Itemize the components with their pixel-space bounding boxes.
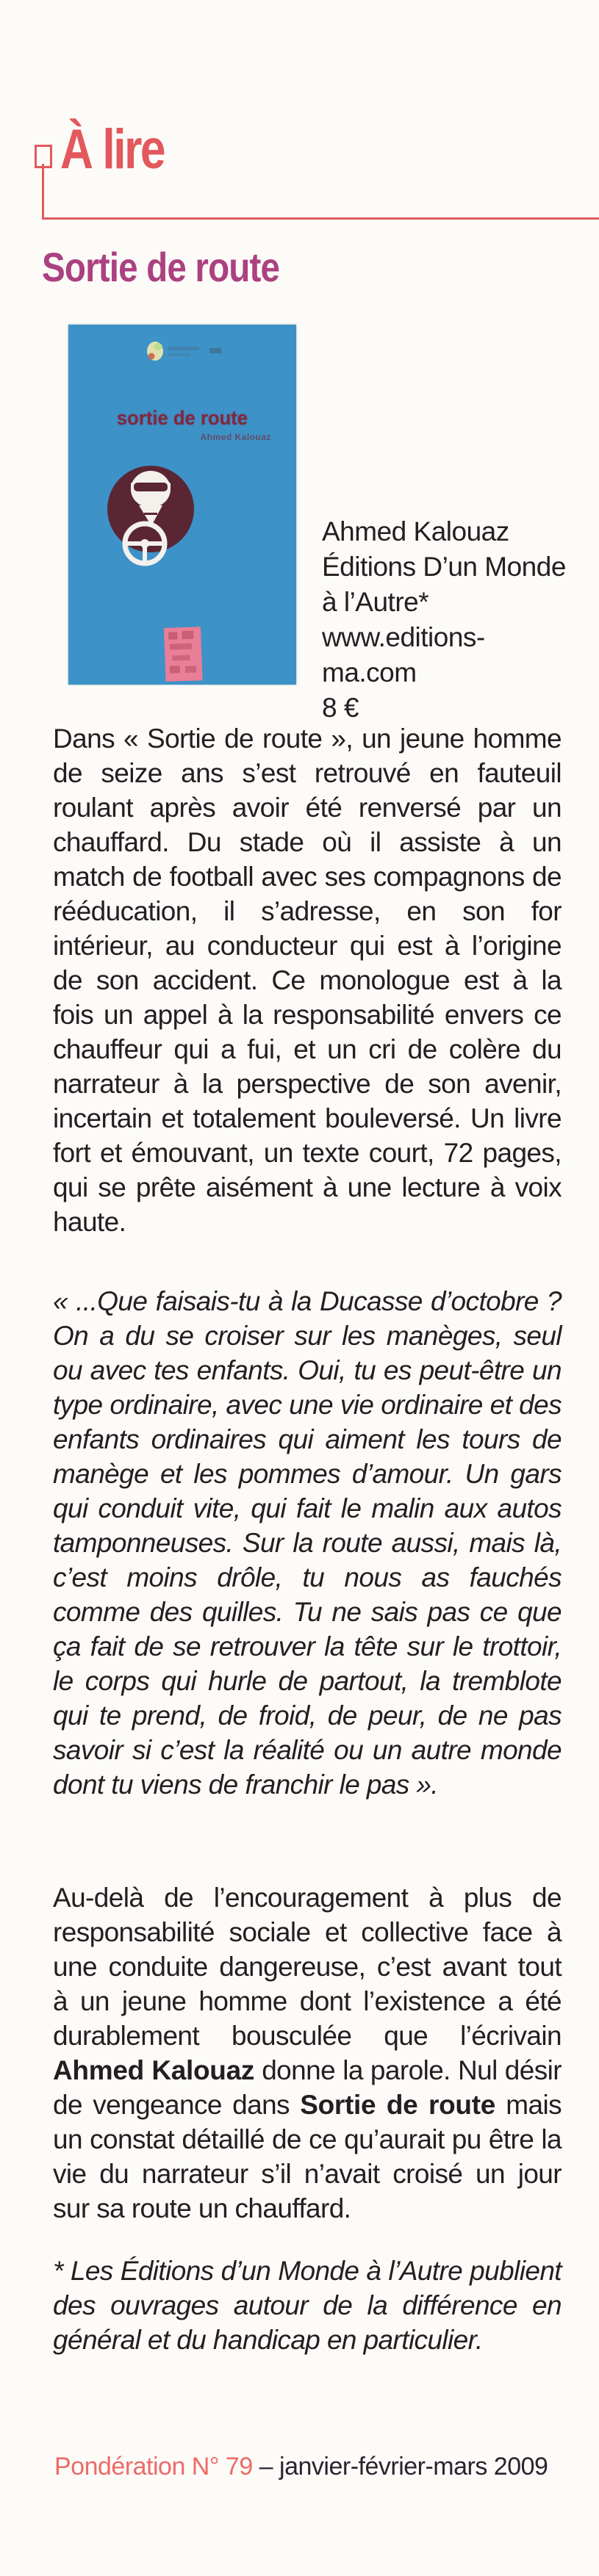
- paragraph-text: Au-delà de l’encouragement à plus de responsabilité sociale et collective face à une conduite dangereuse, c’est avant tout à un jeune homme dont l’existence a été durablement bousculée que l’écrivain: [53, 1883, 562, 2051]
- article-quote: « ...Que faisais-tu à la Ducasse d’octobre ? On a du se croiser sur les manèges, seul ou avec tes enfants. Oui, tu es peut-être un type ordinaire, avec une vie ordinaire et des enfants ordinaires qui aiment les tours de manège et les pommes d’amour. Un gars qui conduit vite, qui fait le malin aux autos tamponneuses. Sur la route aussi, mais là, c’est moins drôle, tu nous as fauchés comme des quilles. Tu ne sais pas ce que ça fait de se retrouver la tête sur le trottoir, le corps qui hurle de partout, la tremblote qui te prend, de froid, de peur, de ne pas savoir si c’est la réalité ou un autre monde dont tu viens de franchir le pas ».: [53, 1286, 562, 1800]
- page-footer: [54, 2452, 548, 2481]
- header-horizontal-rule: [42, 217, 599, 220]
- publisher-logo: [147, 342, 221, 361]
- driver-face-illustration: [107, 466, 194, 552]
- book-author: Ahmed Kalouaz: [322, 516, 509, 546]
- cover-illustration: [68, 325, 296, 685]
- library-stamp: [164, 627, 203, 682]
- book-publisher-line2: à l’Autre*: [322, 587, 429, 617]
- header-vertical-line: [42, 164, 44, 220]
- book-website: www.editions-ma.com: [322, 622, 485, 688]
- book-publisher-line1: Éditions D’un Monde: [322, 552, 566, 582]
- footer-magazine-title: Pondération N° 79: [54, 2453, 253, 2481]
- book-cover: [68, 325, 296, 685]
- article-footnote: * Les Éditions d’un Monde à l’Autre publient des ouvrages autour de la différence en général et du handicap en particulier.: [53, 2256, 562, 2355]
- author-name-bold: Ahmed Kalouaz: [53, 2055, 255, 2085]
- article-paragraph-2: [53, 1880, 562, 2226]
- section-heading: À lire: [60, 118, 165, 181]
- paragraph-text: donne la parole. Nul désir de vengeance dans: [53, 2055, 562, 2120]
- article-paragraph-1: Dans « Sortie de route », un jeune homme de seize ans s’est retrouvé en fauteuil roulant après avoir été renversé par un chauffard. Du stade où il assiste à un match de football avec ses compagnons de rééducation, il s’adresse, en son for intérieur, au conducteur qui est à l’origine de son accident. Ce monologue est à la fois un appel à la responsabilité envers ce chauffeur qui a fui, et un cri de colère du narrateur à la perspective de son avenir, incertain et totalement bouleversé. Un livre fort et émouvant, un texte court, 72 pages, qui se prête aisément à une lecture à voix haute.: [53, 724, 562, 1237]
- cover-author: Ahmed Kalouaz: [200, 432, 271, 442]
- cover-title: sortie de route: [116, 407, 248, 429]
- book-details: [322, 514, 575, 726]
- book-title-bold: Sortie de route: [300, 2090, 495, 2120]
- footer-issue-date: – janvier-février-mars 2009: [252, 2453, 548, 2481]
- paragraph-text: mais un constat détaillé de ce qu’aurait pu être la vie du narrateur s’il n’avait croisé un jour sur sa route un chauffard.: [53, 2090, 562, 2223]
- article-title: Sortie de route: [42, 244, 280, 290]
- book-price: 8 €: [322, 693, 359, 723]
